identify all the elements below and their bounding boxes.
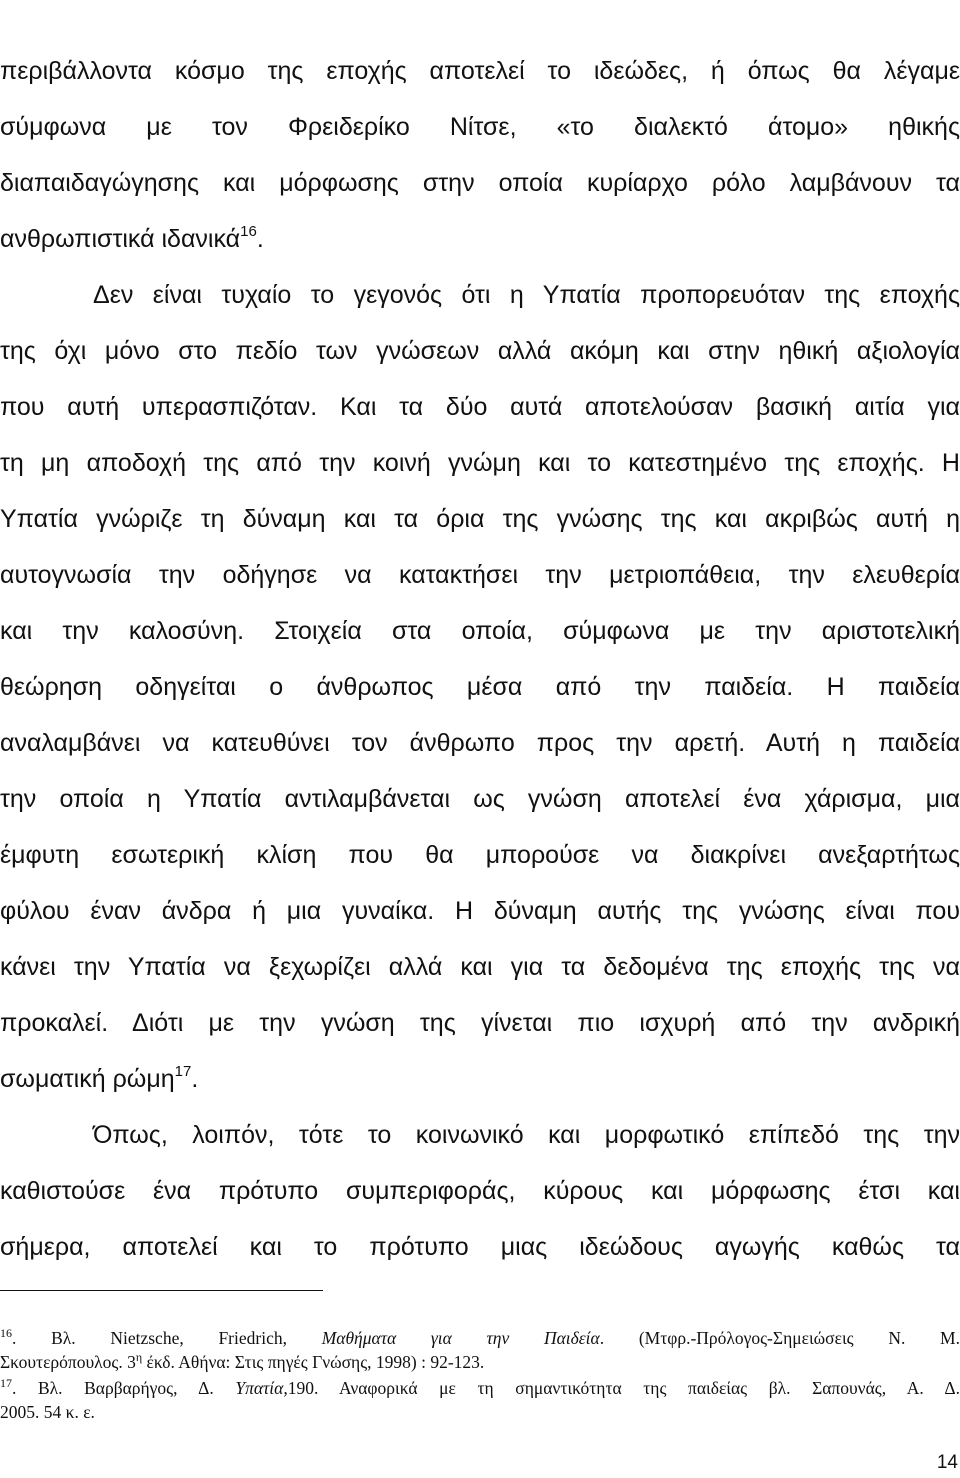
footnote-16 bbox=[0, 1328, 960, 1348]
body-line: σύμφωνα με τον Φρειδερίκο Νίτσε, «το διαλεκτό άτομο» ηθικής bbox=[0, 113, 960, 141]
footnote-17 bbox=[0, 1378, 960, 1398]
footnote-16-cont bbox=[0, 1352, 960, 1372]
body-line: έμφυτη εσωτερική κλίση που θα μπορούσε να διακρίνει ανεξαρτήτως bbox=[0, 841, 960, 869]
footnote-text: Σκουτερόπουλος. 3 bbox=[0, 1352, 136, 1372]
footnote-text: έκδ. Αθήνα: Στις πηγές Γνώσης, 1998) : 92-123. bbox=[142, 1352, 485, 1372]
body-line: Υπατία γνώριζε τη δύναμη και τα όρια της γνώσης της και ακριβώς αυτή η bbox=[0, 505, 960, 533]
body-line bbox=[0, 223, 960, 255]
footnote-ref-16: 16 bbox=[240, 223, 257, 240]
body-line: σήμερα, αποτελεί και το πρότυπο μιας ιδεώδους αγωγής καθώς τα bbox=[0, 1233, 960, 1261]
body-text: ανθρωπιστικά ιδανικά bbox=[0, 225, 241, 253]
footnote-number: 16 bbox=[0, 1326, 12, 1340]
body-line: διαπαιδαγώγησης και μόρφωσης στην οποία κυρίαρχο ρόλο λαμβάνουν τα bbox=[0, 169, 960, 197]
footnote-ref-17: 17 bbox=[174, 1063, 192, 1080]
footnote-text: . Βλ. Nietzsche, Friedrich, bbox=[12, 1328, 322, 1348]
page-number: 14 bbox=[936, 1452, 958, 1473]
body-text: . bbox=[191, 1065, 199, 1093]
body-line bbox=[0, 1063, 960, 1095]
body-text: . bbox=[256, 225, 264, 253]
body-line: που αυτή υπερασπιζόταν. Και τα δύο αυτά αποτελούσαν βασική αιτία για bbox=[0, 393, 960, 421]
footnote-text: . Βλ. Βαρβαρήγος, Δ. bbox=[12, 1378, 236, 1398]
footnote-text: . (Μτφρ.-Πρόλογος-Σημειώσεις Ν. Μ. bbox=[599, 1328, 960, 1348]
body-line: τη μη αποδοχή της από την κοινή γνώμη και το κατεστημένο της εποχής. Η bbox=[0, 449, 960, 477]
footnote-book-title: Μαθήματα για την Παιδεία bbox=[321, 1328, 600, 1348]
body-line: αναλαμβάνει να κατευθύνει τον άνθρωπο προς την αρετή. Αυτή η παιδεία bbox=[0, 729, 960, 757]
body-line: προκαλεί. Διότι με την γνώση της γίνεται πιο ισχυρή από την ανδρική bbox=[0, 1009, 960, 1037]
body-line: θεώρηση οδηγείται ο άνθρωπος μέσα από την παιδεία. Η παιδεία bbox=[0, 673, 960, 701]
body-line: κάνει την Υπατία να ξεχωρίζει αλλά και για τα δεδομένα της εποχής της να bbox=[0, 953, 960, 981]
body-line: περιβάλλοντα κόσμο της εποχής αποτελεί το ιδεώδες, ή όπως θα λέγαμε bbox=[0, 57, 960, 85]
footnote-superscript: η bbox=[135, 1350, 143, 1364]
body-line: αυτογνωσία την οδήγησε να κατακτήσει την μετριοπάθεια, την ελευθερία bbox=[0, 561, 960, 589]
body-line: την οποία η Υπατία αντιλαμβάνεται ως γνώση αποτελεί ένα χάρισμα, μια bbox=[0, 785, 960, 813]
body-line: και την καλοσύνη. Στοιχεία στα οποία, σύμφωνα με την αριστοτελική bbox=[0, 617, 960, 645]
footnote-17-cont: 2005. 54 κ. ε. bbox=[0, 1402, 95, 1422]
body-line: φύλου έναν άνδρα ή μια γυναίκα. Η δύναμη αυτής της γνώσης είναι που bbox=[0, 897, 960, 925]
footnote-text: 190. Αναφορικά με τη σημαντικότητα της παιδείας βλ. Σαπουνάς, Α. Δ. bbox=[287, 1378, 960, 1398]
footnote-book-title: Υπατία, bbox=[235, 1378, 288, 1398]
body-line: καθιστούσε ένα πρότυπο συμπεριφοράς, κύρους και μόρφωσης έτσι και bbox=[0, 1177, 960, 1205]
body-text: σωματική ρώμη bbox=[0, 1065, 175, 1093]
body-line: της όχι μόνο στο πεδίο των γνώσεων αλλά ακόμη και στην ηθική αξιολογία bbox=[0, 337, 960, 365]
body-line: Όπως, λοιπόν, τότε το κοινωνικό και μορφωτικό επίπεδό της την bbox=[93, 1121, 960, 1149]
footnote-number: 17 bbox=[0, 1376, 12, 1390]
footnote-separator bbox=[0, 1290, 323, 1291]
body-line: Δεν είναι τυχαίο το γεγονός ότι η Υπατία προπορευόταν της εποχής bbox=[93, 281, 960, 309]
